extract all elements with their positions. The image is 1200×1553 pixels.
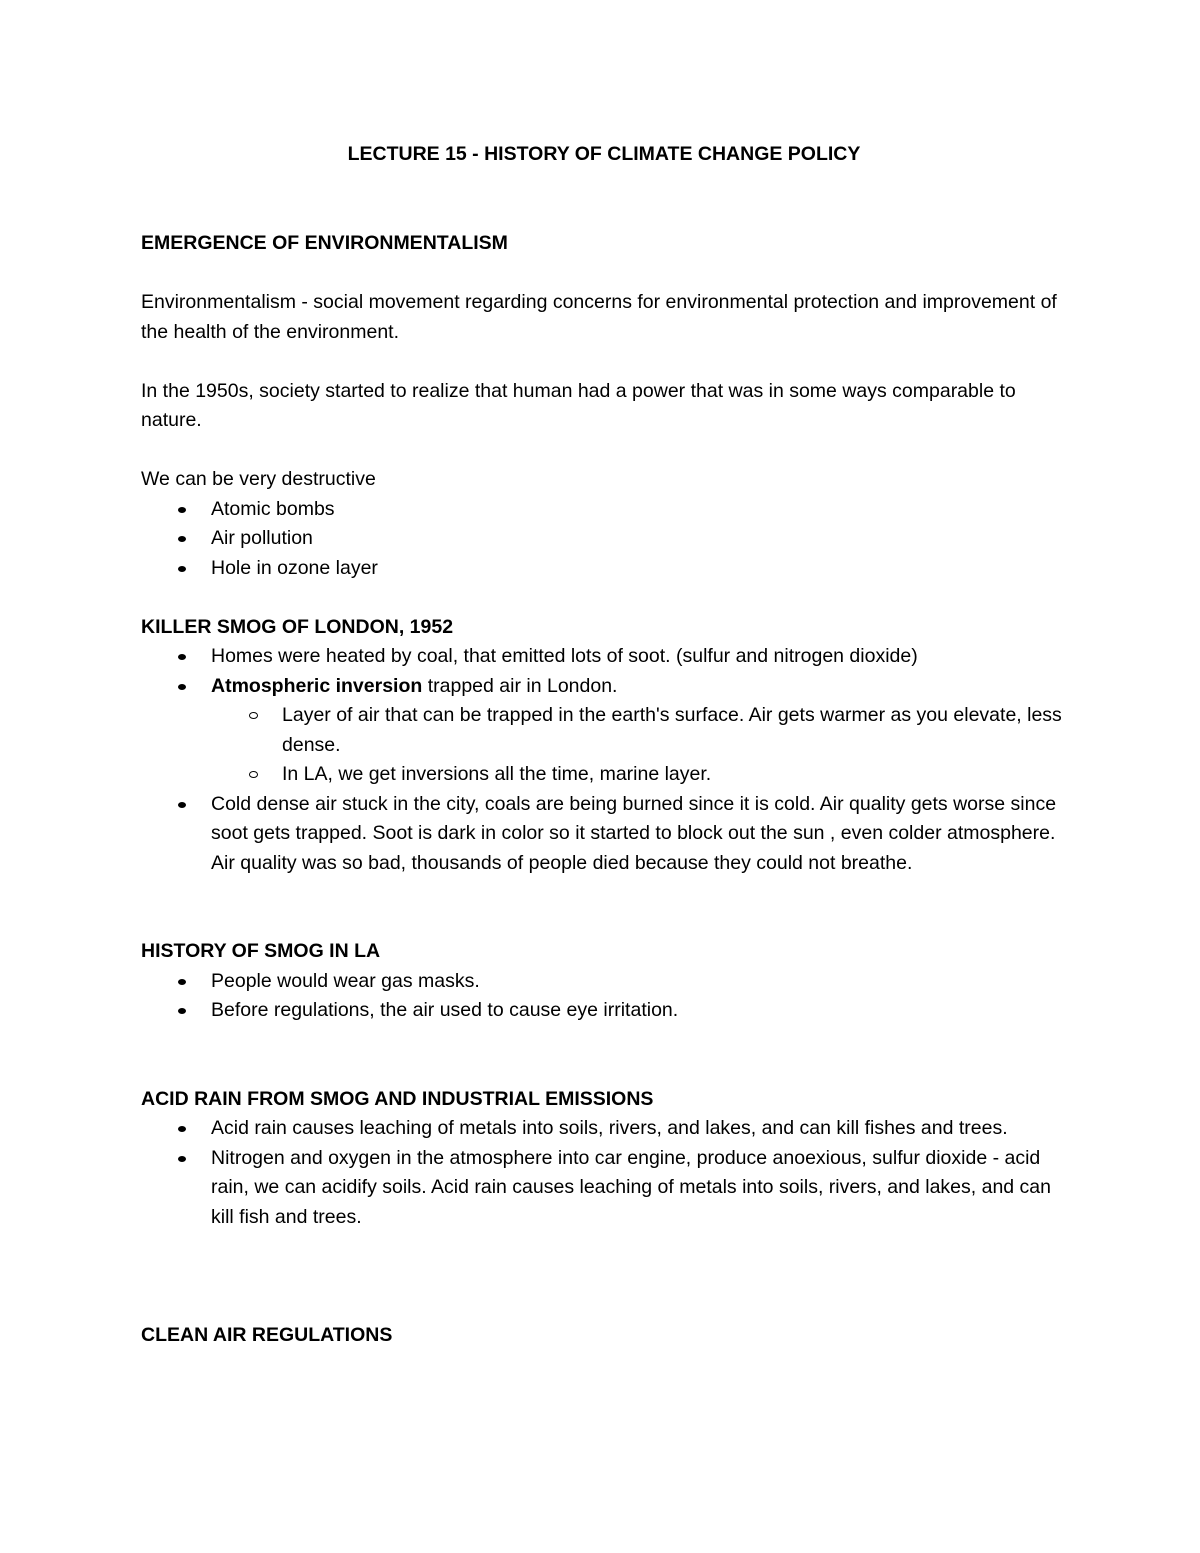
list-item: Hole in ozone layer xyxy=(211,554,1071,584)
list-item: Before regulations, the air used to cause eye irritation. xyxy=(211,996,1071,1026)
sub-bullet-list xyxy=(211,701,1071,790)
bullet-list-london xyxy=(141,642,1071,878)
bullet-list-destructive xyxy=(141,495,1071,584)
bullet-list-acid-rain xyxy=(141,1114,1071,1232)
list-item: People would wear gas masks. xyxy=(211,967,1071,997)
paragraph-destructive: We can be very destructive xyxy=(141,468,376,490)
list-item xyxy=(211,672,1071,790)
paragraph-1950s: In the 1950s, society started to realize that human had a power that was in some ways comparable to nature. xyxy=(141,379,1016,431)
document-body xyxy=(141,229,1071,1350)
list-item: Air pollution xyxy=(211,524,1071,554)
section-heading-london: KILLER SMOG OF LONDON, 1952 xyxy=(141,615,454,638)
bold-term: Atmospheric inversion xyxy=(211,674,423,697)
sub-list-item: Layer of air that can be trapped in the earth's surface. Air gets warmer as you elevate, less dense. xyxy=(282,701,1071,760)
list-item-text: trapped air in London. xyxy=(422,674,618,697)
list-item: Cold dense air stuck in the city, coals are being burned since it is cold. Air quality gets worse since soot gets trapped. Soot is dark in color so it started to block out the sun , even colder atmosphere. Air quality was so bad, thousands of people died because they could not breathe. xyxy=(211,790,1071,879)
section-heading-acid-rain: ACID RAIN FROM SMOG AND INDUSTRIAL EMISSIONS xyxy=(141,1087,654,1110)
paragraph-definition: Environmentalism - social movement regarding concerns for environmental protection and improvement of the health of the environment. xyxy=(141,291,1057,343)
sub-list-item: In LA, we get inversions all the time, marine layer. xyxy=(282,760,1071,790)
bullet-list-la xyxy=(141,967,1071,1026)
section-heading-la: HISTORY OF SMOG IN LA xyxy=(141,940,381,962)
section-heading-clean-air: CLEAN AIR REGULATIONS xyxy=(141,1323,393,1346)
list-item: Homes were heated by coal, that emitted lots of soot. (sulfur and nitrogen dioxide) xyxy=(211,642,1071,672)
page-title: LECTURE 15 - HISTORY OF CLIMATE CHANGE POLICY xyxy=(347,143,861,165)
section-heading-emergence: EMERGENCE OF ENVIRONMENTALISM xyxy=(141,232,508,254)
list-item: Acid rain causes leaching of metals into soils, rivers, and lakes, and can kill fishes and trees. xyxy=(211,1114,1071,1144)
list-item: Atomic bombs xyxy=(211,495,1071,525)
list-item: Nitrogen and oxygen in the atmosphere into car engine, produce anoexious, sulfur dioxide - acid rain, we can acidify soils. Acid rain causes leaching of metals into soils, rivers, and lakes, and can kill fish and trees. xyxy=(211,1144,1071,1233)
